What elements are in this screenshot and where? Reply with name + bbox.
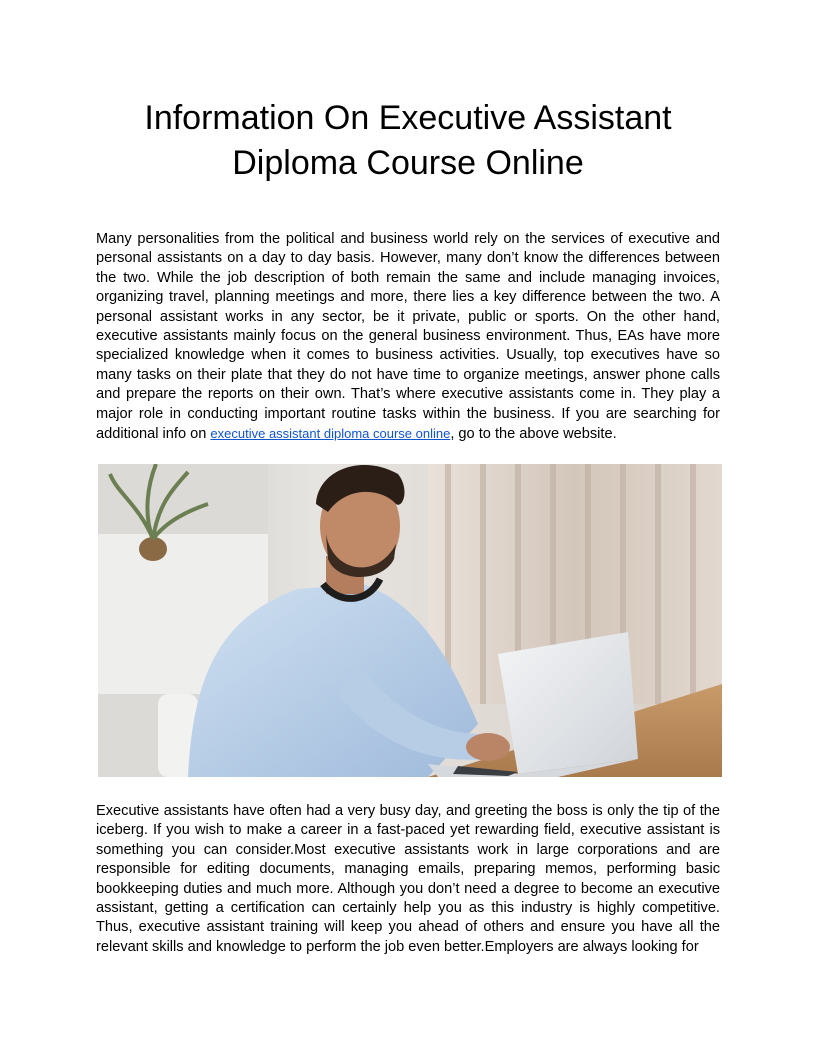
title-line-1: Information On Executive Assistant [144,99,672,137]
title-line-2: Diploma Course Online [232,144,584,182]
photo-man-typing-on-laptop [98,464,722,777]
paragraph-intro-text: Many personalities from the political and business world rely on the services of executive and personal assistants on a day to day basis. However, many don’t know the differences between the two. While the job description of both remain the same and include managing invoices, organizing travel, planning meetings and more, there lies a key difference between the two. A personal assistant works in any sector, be it private, public or sports. On the other hand, executive assistants mainly focus on the general business environment. Thus, EAs have more specialized knowledge when it comes to business activities. Usually, top executives have so many tasks on their plate that they do not have time to organize meetings, answer phone calls and prepare the reports on their own. That’s where executive assistants come in. They play a major role in conducting important routine tasks within the business. If you are searching for additional info on [96,231,720,443]
paragraph-career: Executive assistants have often had a very busy day, and greeting the boss is only the tip of the iceberg. If you wish to make a career in a fast-paced yet rewarding field, executive assistant is something you can consider.Most executive assistants work in large corporations and are responsible for editing documents, managing emails, preparing memos, performing basic bookkeeping duties and much more. Although you don’t need a degree to become an executive assistant, getting a certification can certainly help you as this industry is highly competitive. Thus, executive assistant training will keep you ahead of others and ensure you have all the relevant skills and knowledge to perform the job even better.Employers are always looking for [96,803,720,955]
course-link[interactable]: executive assistant diploma course online [210,426,451,442]
paragraph-intro-tail: , go to the above website. [450,426,617,443]
paragraph-intro [96,230,720,444]
page-title [96,96,720,186]
